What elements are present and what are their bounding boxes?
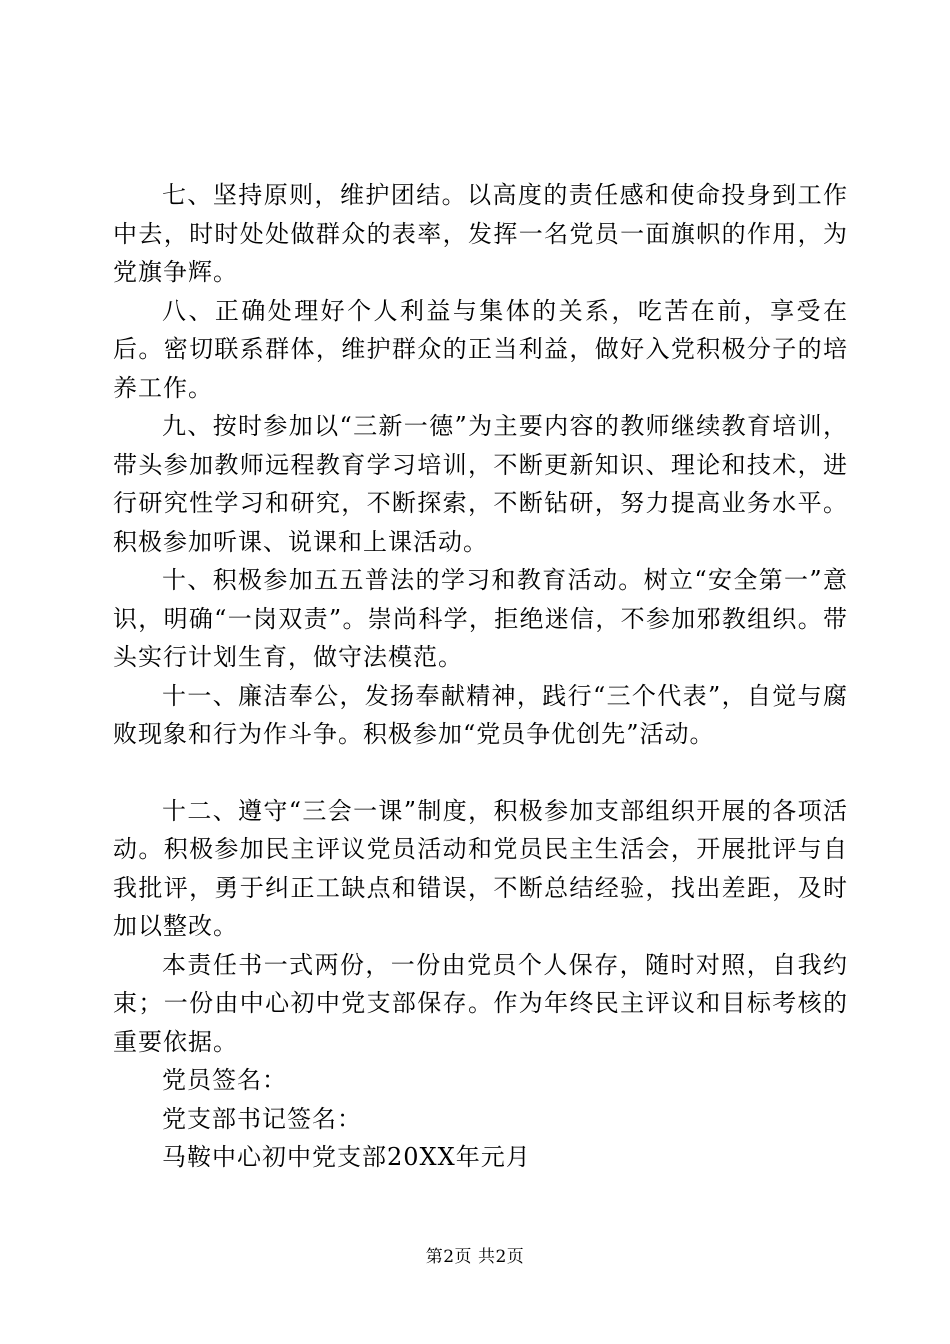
- clause-10: 十、积极参加五五普法的学习和教育活动。树立“安全第一”意识，明确“一岗双责”。崇尚科学，拒绝迷信，不参加邪教组织。带头实行计划生育，做守法模范。: [113, 566, 848, 671]
- secretary-signature-label: 党支部书记签名：: [162, 1104, 362, 1133]
- member-signature-label: 党员签名：: [162, 1066, 287, 1094]
- document-body: [113, 176, 848, 1177]
- clause-8: 八、正确处理好个人利益与集体的关系，吃苦在前，享受在后。密切联系群体，维护群众的正当利益，做好入党积极分子的培养工作。: [113, 296, 848, 402]
- clause-7: 七、坚持原则，维护团结。以高度的责任感和使命投身到工作中去，时时处处做群众的表率，发挥一名党员一面旗帜的作用，为党旗争辉。: [113, 181, 848, 286]
- clause-11: 十一、廉洁奉公，发扬奉献精神，践行“三个代表”，自觉与腐败现象和行为作斗争。积极参加“党员争优创先”活动。: [113, 681, 848, 748]
- copies-note: 本责任书一式两份，一份由党员个人保存，随时对照，自我约束；一份由中心初中党支部保存。作为年终民主评议和目标考核的重要依据。: [113, 950, 848, 1056]
- page-number-footer: 第2页 共2页: [425, 1247, 525, 1267]
- clause-12: 十二、遵守“三会一课”制度，积极参加支部组织开展的各项活动。积极参加民主评议党员活动和党员民主生活会，开展批评与自我批评，勇于纠正工缺点和错误，不断总结经验，找出差距，及时加以整改。: [113, 796, 848, 940]
- clause-9: 九、按时参加以“三新一德”为主要内容的教师继续教育培训，带头参加教师远程教育学习培训，不断更新知识、理论和技术，进行研究性学习和研究，不断探索，不断钻研，努力提高业务水平。积极参加听课、说课和上课活动。: [113, 412, 848, 556]
- issuer-and-date: 马鞍中心初中党支部20XX年元月: [162, 1143, 531, 1171]
